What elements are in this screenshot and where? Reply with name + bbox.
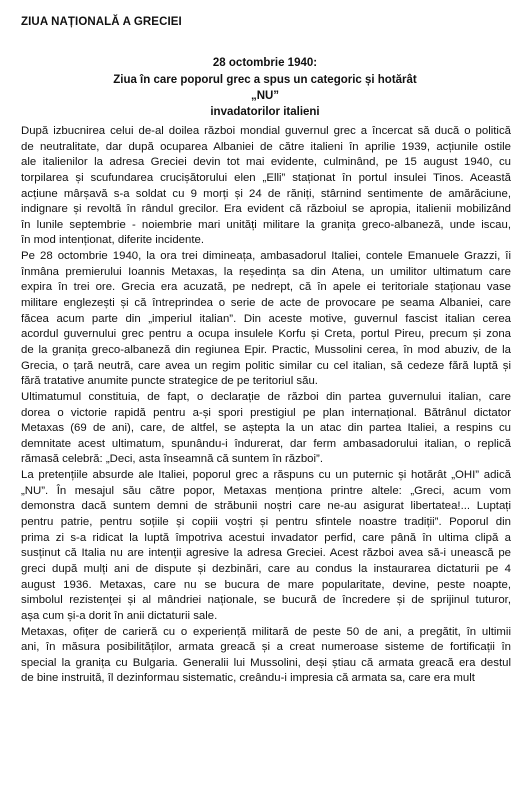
paragraph-line: de neutralitate, dar după ocuparea Albaniei de către italieni în aprilie 1939, acțiunile ostile [21, 140, 511, 153]
paragraph-line: august 1936. Metaxas, care nu se bucura de mare popularitate, devine, peste noapte, [21, 578, 511, 591]
paragraph-line: Pe 28 octombrie 1940, la ora trei dimineața, ambasadorul Italiei, contele Emanuele Grazzi, îi [21, 250, 511, 263]
paragraph-line: ani, în măsura posibilităților, armata greacă și a creat numeroase sisteme de fortificații în [21, 641, 511, 654]
article-body [21, 124, 511, 687]
paragraph-line: După izbucnirea celui de-al doilea război mondial guvernul grec a încercat să ducă o politică [21, 125, 511, 137]
paragraph-line: simbolul rezistenței și al mândriei naționale, se bucură de încredere și de sprijinul tuturor, [21, 594, 511, 607]
document-title: ZIUA NAȚIONALĂ A GRECIEI [21, 16, 182, 28]
paragraph-line: de bine instruită, îl dezinformau sistematic, creându-i impresia că armata sa, care era mult [21, 672, 475, 685]
paragraph-line: La pretențiile absurde ale Italiei, poporul grec a răspuns cu un puternic și hotărât „OHI” adică [21, 469, 511, 482]
paragraph-line: de la granița greco-albaneză din regiunea Epir. Practic, Mussolini cerea, în mod abuziv, de la [21, 343, 511, 356]
paragraph-line: înmâna premierului Ioannis Metaxas, la reședința sa din Atena, un umilitor ultimatum care [21, 265, 511, 278]
paragraph-line: în lunile septembrie - noiembrie mari unități militare la granița greco-albaneză, unde iscau, [21, 218, 511, 231]
paragraph-line: așa cum și-a dorit în anii dictaturii sale. [21, 609, 218, 622]
paragraph-line: fără tratative anumite puncte strategice de pe teritoriul său. [21, 375, 318, 388]
paragraph-line: acordul guvernului grec pentru a ocupa insulele Korfu și Creta, portul Pireu, precum și zona [21, 328, 511, 341]
heading-date: 28 octombrie 1940: [212, 57, 318, 69]
paragraph-line: expira în trei ore. Grecia era acuzată, pe nedrept, că în apele ei teritoriale staționau vase [21, 281, 511, 294]
heading-invaders: invadatorilor italieni [210, 106, 320, 118]
paragraph-line: dorea o victorie rapidă pentru a-și spori prestigiul pe plan internațional. Bătrânul dictator [21, 406, 511, 419]
heading-nu: „NU” [250, 90, 280, 102]
paragraph [21, 249, 511, 390]
paragraph-line: ale italienilor la adresa Greciei devin tot mai evidente, culminând, pe 15 august 1940, cu [21, 156, 511, 169]
paragraph [21, 625, 511, 688]
paragraph-line: în mod intenționat, diferite incidente. [21, 234, 204, 247]
paragraph [21, 124, 511, 249]
paragraph-line: prima zi s-a ridicat la luptă împotriva acestui invadator perfid, care până în ultima clipă a [21, 531, 511, 544]
paragraph-line: rămasă celebră: „Deci, asta înseamnă că suntem în război”. [21, 453, 323, 466]
paragraph [21, 468, 511, 624]
paragraph-line: pentru patrie, pentru soțiile și copiii voștri și pentru sfintele noastre tradiții”. Poporul din [21, 516, 511, 529]
heading-subtitle: Ziua în care poporul grec a spus un categoric și hotărât [113, 74, 417, 86]
paragraph-line: demnitate acest ultimatum, spunându-i îndurerat, dar ferm ambasadorului italian, o replică [21, 437, 511, 450]
paragraph-line: demonstra dacă suntem demni de străbunii noștri care ne-au asigurat libertatea!... Luptați [21, 500, 511, 513]
paragraph-line: special la granița cu Bulgaria. Generalii lui Mussolini, deși știau că armata greacă era destul [21, 656, 511, 669]
paragraph [21, 390, 511, 468]
paragraph-line: Grecia, o țară neutră, care avea un regim politic similar cu cel italian, să cedeze fără luptă și [21, 359, 511, 372]
paragraph-line: făcea acum parte din „imperiul italian”. Din aceste motive, guvernul fascist italian cerea [21, 312, 511, 325]
paragraph-line: militare englezești și că întreprindea o serie de acte de provocare pe seama Albaniei, care [21, 297, 511, 310]
paragraph-line: susținut că Italia nu are intenții agresive la adresa Greciei. Acest război avea să-i unească pe [21, 547, 511, 560]
paragraph-line: acțiune mârșavă s-a soldat cu 9 morți și 24 de răniți, stârnind sentimente de amărăciune, [21, 187, 511, 200]
paragraph-line: indignare și revoltă în rândul grecilor. Era evident că războiul se apropia, italienii mobilizând [21, 203, 511, 216]
paragraph-line: greci după mulți ani de dispute și dezbinări, care au condus la instaurarea dictaturii pe 4 [21, 562, 511, 575]
paragraph-line: Metaxas, ofițer de carieră cu o experiență militară de peste 50 de ani, a pregătit, în ultimii [21, 625, 511, 638]
paragraph-line: „NU”. În mesajul său către popor, Metaxas menționa printre altele: „Greci, acum vom [21, 484, 511, 497]
paragraph-line: Metaxas (69 de ani), care, de altfel, se aștepta la un atac din partea Italiei, a respins cu [21, 422, 511, 435]
paragraph-line: torpilarea și scufundarea crucișătorului elen „Elli” staționat în portul insulei Tinos. Această [21, 171, 511, 184]
paragraph-line: Ultimatumul constituia, de fapt, o declarație de război din partea guvernului italian, care [21, 390, 511, 403]
